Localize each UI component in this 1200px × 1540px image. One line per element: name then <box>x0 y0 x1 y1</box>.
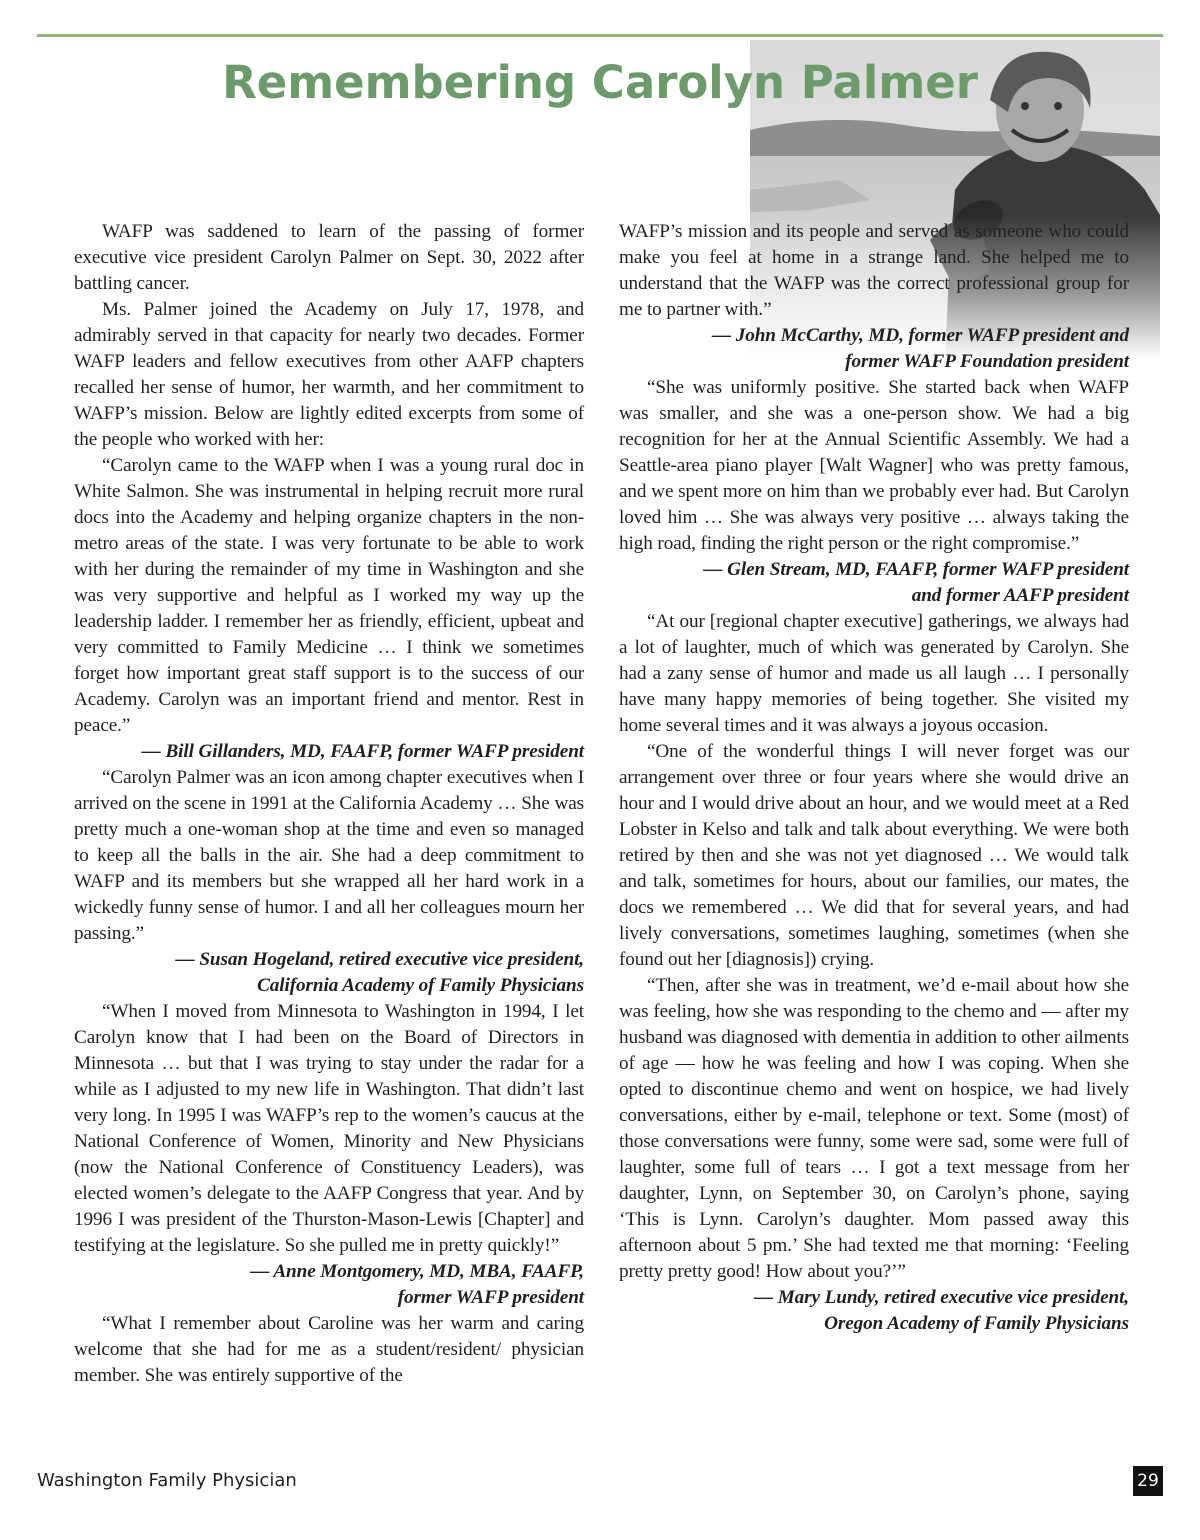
quote-attribution: California Academy of Family Physicians <box>257 975 584 996</box>
publication-name: Washington Family Physician <box>37 1470 297 1491</box>
quote-attribution: — Mary Lundy, retired executive vice president, <box>753 1287 1129 1308</box>
quote-paragraph: “One of the wonderful things I will never forget was our arrangement over three or four years where she would drive an hour and I would drive about an hour, and we would meet at a Red Lobster in Kelso and talk and talk about everything. We were both retired by then and she was not yet diagnosed … We would talk and talk, sometimes for hours, about our families, our mates, the docs we remembered … We did that for several years, and had lively conversations, sometimes laughing, sometimes (when she found out her [diagnosis]) crying. <box>619 741 1129 970</box>
quote-paragraph: “She was uniformly positive. She started back when WAFP was smaller, and she was a one-person show. We had a big recognition for her at the Annual Scientific Assembly. We had a Seattle-area piano player [Walt Wagner] who was pretty famous, and we spent more on him than we probably ever had. But Carolyn loved him … She was always very positive … always taking the high road, finding the right person or the right compromise.” <box>619 377 1129 554</box>
quote-attribution: — John McCarthy, MD, former WAFP president and <box>711 325 1129 346</box>
quote-paragraph: “What I remember about Caroline was her warm and caring welcome that she had for me as a student/resident/ physician member. She was entirely supportive of the <box>74 1313 584 1386</box>
quote-paragraph: “When I moved from Minnesota to Washington in 1994, I let Carolyn know that I had been on the Board of Directors in Minnesota … but that I was trying to stay under the radar for a while as I adjusted to my new life in Washington. That didn’t last very long. In 1995 I was WAFP’s rep to the women’s caucus at the National Conference of Women, Minority and New Physicians (now the National Conference of Constituency Leaders), was elected women’s delegate to the AAFP Congress that year. And by 1996 I was president of the Thurston-Mason-Lewis [Chapter] and testifying at the legislature. So she pulled me in pretty quickly!” <box>74 1001 584 1256</box>
article-title: Remembering Carolyn Palmer <box>222 56 978 109</box>
paragraph: Ms. Palmer joined the Academy on July 17, 1978, and admirably served in that capacity for nearly two decades. Former WAFP leaders and fellow executives from other AAFP chapters recalled her sense of humor, her warmth, and her commitment to WAFP’s mission. Below are lightly edited excerpts from some of the people who worked with her: <box>74 299 584 450</box>
quote-paragraph: “Carolyn came to the WAFP when I was a young rural doc in White Salmon. She was instrumental in helping recruit more rural docs into the Academy and helping organize chapters in the non-metro areas of the state. I was very fortunate to be able to work with her during the remainder of my time in Washington and she was very supportive and helpful as I worked my way up the leadership ladder. I remember her as friendly, efficient, upbeat and very committed to Family Medicine … I think we sometimes forget how important great staff support is to the success of our Academy. Carolyn was an important friend and mentor. Rest in peace.” <box>74 455 584 736</box>
header-rule <box>37 34 1163 37</box>
quote-attribution: former WAFP Foundation president <box>845 351 1129 372</box>
quote-paragraph: “Then, after she was in treatment, we’d e-mail about how she was feeling, how she was responding to the chemo and — after my husband was diagnosed with dementia in addition to other ailments of age — how he was feeling and how I was coping. When she opted to discontinue chemo and went on hospice, we had lively conversations, either by e-mail, telephone or text. Some (most) of those conversations were funny, some were sad, some were full of laughter, some full of tears … I got a text message from her daughter, Lynn, on September 30, on Carolyn’s phone, saying ‘This is Lynn. Carolyn’s daughter. Mom passed away this afternoon about 5 pm.’ She had texted me that morning: ‘Feeling pretty pretty good! How about you?’” <box>619 975 1129 1282</box>
quote-paragraph: “At our [regional chapter executive] gatherings, we always had a lot of laughter, much of which was generated by Carolyn. She had a zany sense of humor and made us all laugh … I personally have many happy memories of being together. She visited my home several times and it was always a joyous occasion. <box>619 611 1129 736</box>
quote-attribution: and former AAFP president <box>911 585 1129 606</box>
quote-paragraph: “Carolyn Palmer was an icon among chapter executives when I arrived on the scene in 1991 at the California Academy … She was pretty much a one-woman shop at the time and even so managed to keep all the balls in the air. She had a deep commitment to WAFP and its members but she wrapped all her hard work in a wickedly funny sense of humor. I and all her colleagues mourn her passing.” <box>74 767 584 944</box>
quote-attribution: — Bill Gillanders, MD, FAAFP, former WAFP president <box>141 741 584 762</box>
page-number: 29 <box>1133 1466 1163 1496</box>
quote-attribution: — Anne Montgomery, MD, MBA, FAAFP, <box>250 1261 584 1282</box>
paragraph: WAFP was saddened to learn of the passing of former executive vice president Carolyn Palmer on Sept. 30, 2022 after battling cancer. <box>74 221 584 294</box>
quote-attribution: — Susan Hogeland, retired executive vice president, <box>175 949 584 970</box>
quote-attribution: former WAFP president <box>397 1287 584 1308</box>
quote-attribution: Oregon Academy of Family Physicians <box>824 1313 1129 1334</box>
left-column <box>74 219 584 1389</box>
right-column <box>619 219 1129 1337</box>
quote-paragraph: WAFP’s mission and its people and served as someone who could make you feel at home in a strange land. She helped me to understand that the WAFP was the correct professional group for me to partner with.” <box>619 221 1129 320</box>
quote-attribution: — Glen Stream, MD, FAAFP, former WAFP president <box>703 559 1129 580</box>
